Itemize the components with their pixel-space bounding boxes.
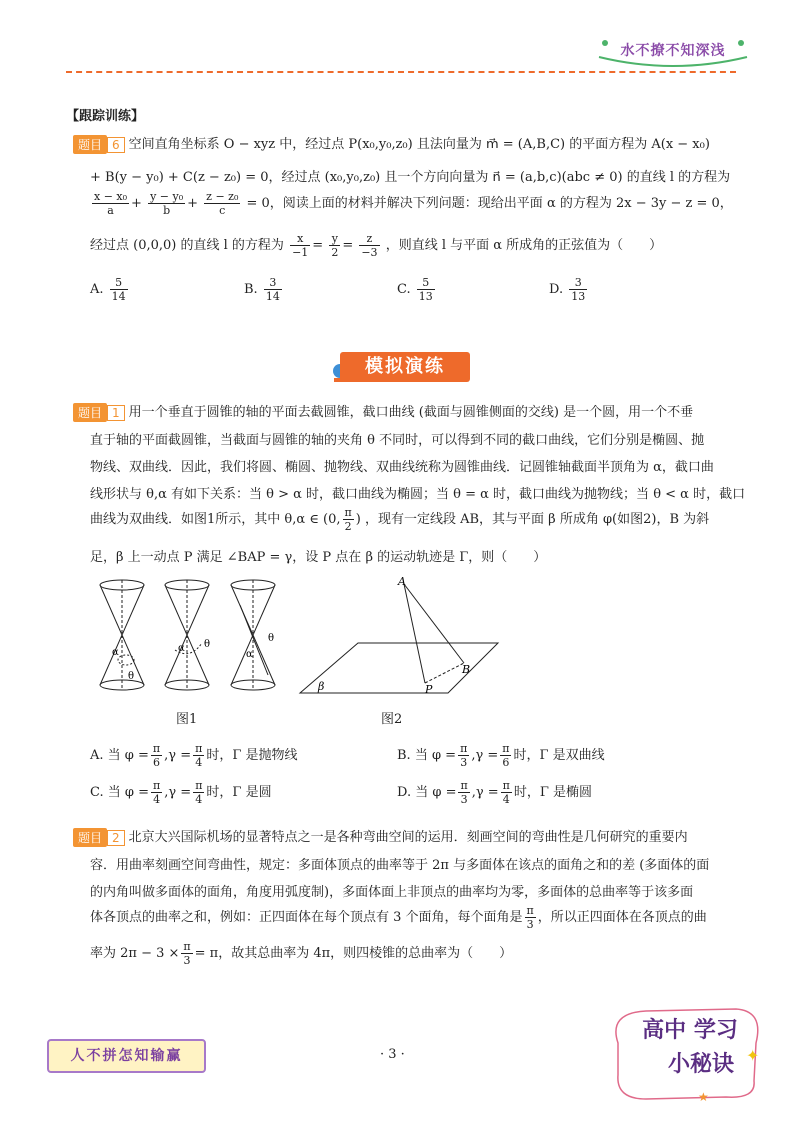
fig2-label-p: P: [425, 683, 433, 696]
star-icon: ★: [698, 1090, 709, 1103]
q6-option-d[interactable]: D. $\frac{3}{13}$: [549, 276, 586, 303]
figure-2-caption: 图2: [381, 712, 403, 727]
header-slogan-badge: [589, 31, 757, 71]
q1-text-5: 曲线为双曲线．如图1所示，其中 θ,α ∈: [90, 512, 319, 527]
q1-number: 1: [107, 405, 125, 421]
q1-line-3: 物线、双曲线．因此，我们将圆、椭圆、抛物线、双曲线统称为圆锥曲线．记圆锥轴截面半顶角为 α，截口曲: [90, 460, 714, 475]
q2-tag: 题目: [73, 828, 107, 847]
header-slogan: 水不撩不知深浅: [620, 43, 726, 59]
header-divider: [66, 71, 736, 73]
q1-option-a[interactable]: A. 当 φ = $\frac{\pi}{6}$ ,γ = $\frac{\pi}{4}$ 时，Γ 是抛物线: [90, 742, 298, 769]
fig1-theta-3: θ: [268, 633, 275, 644]
q2-frac-1: $\frac{\pi}{3}$: [526, 904, 534, 931]
q1-line-1: [73, 401, 693, 422]
figure-1-cones: [90, 575, 290, 705]
q1-option-c[interactable]: C. 当 φ = $\frac{\pi}{4}$ ,γ = $\frac{\pi}{4}$ 时，Γ 是圆: [90, 779, 272, 806]
q1-line-5: 曲线为双曲线．如图1所示，其中 θ,α ∈ (0, $\frac{\pi}{2}$ ) ，现有一定线段 AB，其与平面 β 所成角 φ(如图2)，B 为斜: [90, 506, 710, 533]
stamp-line-1: 高中 学习: [642, 1018, 738, 1043]
q6-text-1: 空间直角坐标系 O − xyz 中，经过点 P(x₀,y₀,z₀) 且法向量为 m⃗ = (A,B,C) 的平面方程为 A(x − x₀): [128, 137, 710, 152]
q6-line-frac-x: $\frac{x}{-1}$: [292, 232, 309, 259]
section-sim-banner: [330, 352, 470, 384]
q2-line-2: 容．用曲率刻画空间弯曲性，规定：多面体顶点的曲率等于 2π 与多面体在该点的面角之和的差 (多面体的面: [90, 858, 710, 873]
fig1-theta-2: θ: [204, 639, 211, 650]
section-follow-title: 【跟踪训练】: [66, 109, 145, 124]
q1-interval-frac: $\frac{\pi}{2}$: [344, 506, 352, 533]
q2-line-1: [73, 826, 688, 847]
q6-frac-y: $\frac{\text{y − y₀}}{b}$: [150, 190, 184, 217]
q1-option-b[interactable]: B. 当 φ = $\frac{\pi}{3}$ ,γ = $\frac{\pi}{6}$ 时，Γ 是双曲线: [397, 742, 605, 769]
q1-option-d[interactable]: D. 当 φ = $\frac{\pi}{3}$ ,γ = $\frac{\pi}{4}$ 时，Γ 是椭圆: [397, 779, 593, 806]
q6-line-2: + B(y − y₀) + C(z − z₀) = 0，经过点 (x₀,y₀,z₀) 且一个方向向量为 n⃗ = (a,b,c)(abc ≠ 0) 的直线 l 的方程为: [90, 170, 731, 185]
q6-option-a[interactable]: A. $\frac{5}{14}$: [90, 276, 126, 303]
sparkle-icon: ✦: [746, 1046, 760, 1065]
footer-slogan: 人不拼怎知输赢: [47, 1039, 206, 1073]
fig1-theta-1: θ: [128, 671, 135, 682]
fig2-label-b: B: [462, 663, 471, 676]
q2-frac-2: $\frac{\pi}{3}$: [183, 940, 191, 967]
q1-text-1: 用一个垂直于圆锥的轴的平面去截圆锥，截口曲线 (截面与圆锥侧面的交线) 是一个圆，用一个不垂: [128, 405, 694, 420]
q6-number: 6: [107, 137, 125, 153]
q6-text-4-tail: ，则直线 l 与平面 α 所成角的正弦值为（ ）: [385, 238, 663, 253]
q6-text-4: 经过点 (0,0,0) 的直线 l 的方程为: [90, 238, 284, 253]
q6-option-c[interactable]: C. $\frac{5}{13}$: [397, 276, 433, 303]
q6-line-4: 经过点 (0,0,0) 的直线 l 的方程为 $\frac{x}{-1}$ = $\frac{y}{2}$ = $\frac{z}{-3}$ ，则直线 l 与平面 α 所成角的正弦值为（ ）: [90, 232, 663, 259]
q6-line-frac-z: $\frac{z}{-3}$: [361, 232, 378, 259]
q1-line-4: 线形状与 θ,α 有如下关系：当 θ > α 时，截口曲线为椭圆；当 θ = α 时，截口曲线为抛物线；当 θ < α 时，截口: [90, 487, 746, 502]
fig1-alpha-1: α: [112, 647, 119, 658]
q1-text-5-tail: ，现有一定线段 AB，其与平面 β 所成角 φ(如图2)，B 为斜: [364, 512, 710, 527]
q1-line-2: 直于轴的平面截圆锥，当截面与圆锥的轴的夹角 θ 不同时，可以得到不同的截口曲线，它们分别是椭圆、抛: [90, 433, 705, 448]
fig2-label-a: A: [398, 575, 406, 588]
figure-2-plane: [298, 575, 508, 700]
cone-1: [100, 580, 144, 690]
q2-text-1: 北京大兴国际机场的显著特点之一是各种弯曲空间的运用．刻画空间的弯曲性是几何研究的重要内: [128, 830, 688, 845]
q2-line-4: 体各顶点的曲率之和，例如：正四面体在每个顶点有 3 个面角，每个面角是 $\frac{\pi}{3}$ ，所以正四面体在各顶点的曲: [90, 904, 707, 931]
page-number: · 3 ·: [380, 1047, 405, 1062]
q6-line-frac-y: $\frac{y}{2}$: [331, 232, 339, 259]
q6-option-b[interactable]: B. $\frac{3}{14}$: [244, 276, 280, 303]
section-sim-title: 模拟演练: [340, 352, 470, 382]
q6-frac-z: $\frac{\text{z − z₀}}{c}$: [206, 190, 239, 217]
q2-line-5: 率为 2π − 3 × $\frac{\pi}{3}$ = π，故其总曲率为 4π，则四棱锥的总曲率为（ ）: [90, 940, 513, 967]
q6-line-1: [73, 133, 710, 154]
q2-number: 2: [107, 830, 125, 846]
fig1-alpha-3: α: [246, 649, 253, 660]
cone-2: [165, 580, 209, 690]
study-tips-stamp: [606, 1003, 766, 1103]
q6-frac-x: $\frac{\text{x − x₀}}{a}$: [94, 190, 128, 217]
q1-tag: 题目: [73, 403, 107, 422]
stamp-line-2: 小秘诀: [667, 1052, 734, 1077]
q6-tag: 题目: [73, 135, 107, 154]
q6-line-3: $\frac{\text{x − x₀}}{a}$ + $\frac{\text{y − y₀}}{b}$ + $\frac{\text{z − z₀}}{c}$ = 0，阅读上面的材料并解决下列问题：现给出平面 α 的方程为 2x − 3y − z = 0，: [94, 190, 733, 217]
q6-text-3: = 0，阅读上面的材料并解决下列问题：现给出平面 α 的方程为 2x − 3y − z = 0，: [246, 196, 733, 211]
fig1-alpha-2: α: [178, 643, 185, 654]
fig2-label-beta: β: [318, 680, 325, 693]
figure-1-caption: 图1: [176, 712, 198, 727]
q2-line-3: 的内角叫做多面体的面角，角度用弧度制)，多面体面上非顶点的曲率均为零，多面体的总曲率等于该多面: [90, 885, 694, 900]
q1-line-6: 足，β 上一动点 P 满足 ∠BAP = γ，设 P 点在 β 的运动轨迹是 Γ，则（ ）: [90, 550, 547, 565]
